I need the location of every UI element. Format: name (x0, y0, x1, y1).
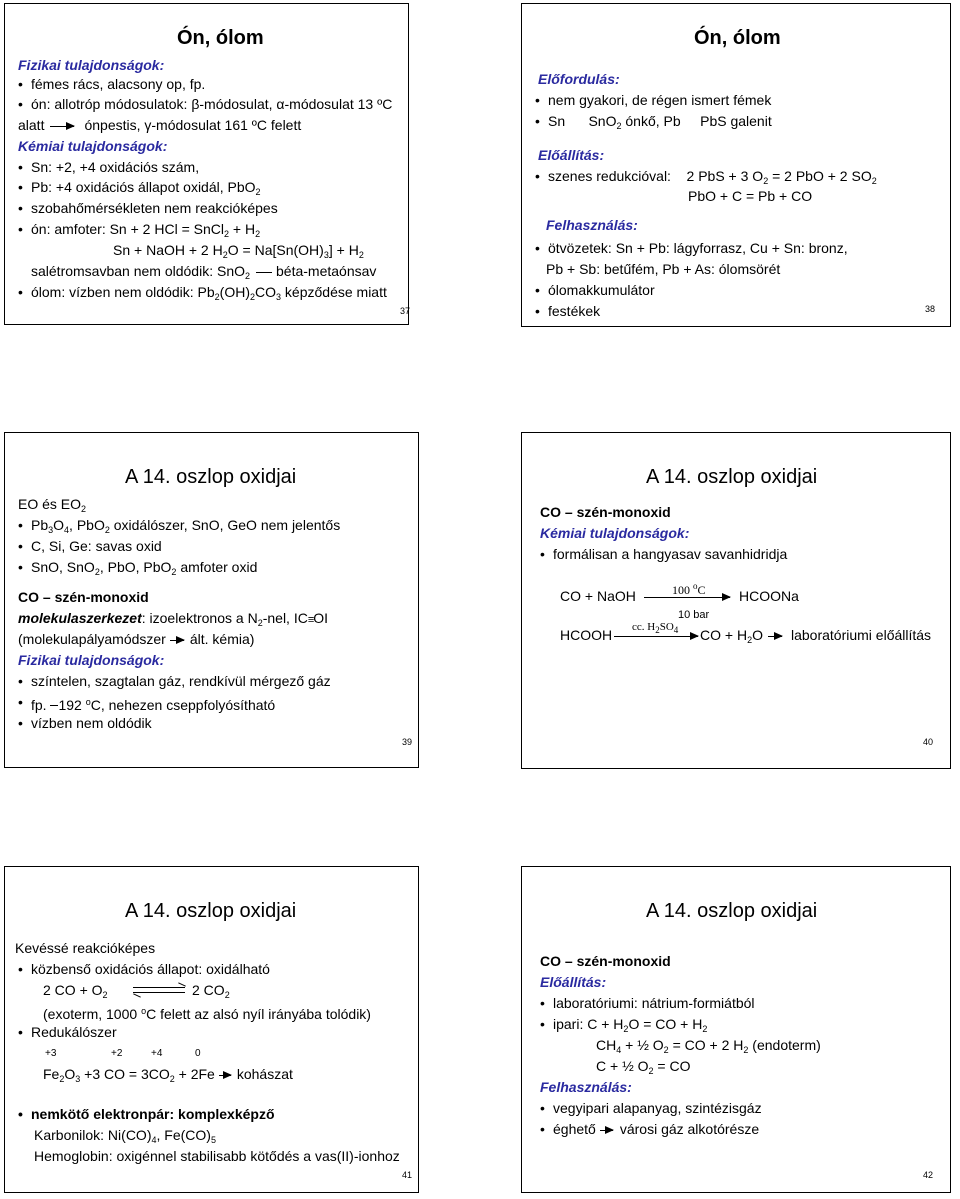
page-number: 41 (402, 1170, 413, 1180)
arrow-head (133, 993, 141, 997)
slide-37 (4, 3, 409, 325)
page-number: 37 (400, 306, 411, 316)
list-item: • fémes rács, alacsony op, fp. (31, 76, 205, 92)
list-item: (molekulapályamódszer ált. kémia) (18, 631, 255, 647)
list-item: Hemoglobin: oxigénnel stabilisabb kötődés a vas(II)-ionhoz (34, 1148, 400, 1164)
list-item: salétromsavban nem oldódik: SnO$_2$ béta-metaónsav (31, 263, 377, 281)
slide-title: A 14. oszlop oxidjai (646, 900, 818, 922)
list-item: • ón: allotróp módosulatok: β-módosulat, α-módosulat 13 ºC (31, 96, 392, 112)
slide-title: Ón, ólom (177, 27, 264, 49)
list-item: • vízben nem oldódik (31, 715, 152, 731)
list-item: Pb + Sb: betűfém, Pb + As: ólomsörét (546, 261, 781, 277)
reaction-condition: 10 bar (678, 609, 710, 621)
list-item: • szobahőmérsékleten nem reakcióképes (31, 200, 278, 216)
reaction-2: HCOOH (560, 627, 613, 643)
list-item: • közbenső oxidációs állapot: oxidálható (31, 961, 270, 977)
heading-physical: Fizikai tulajdonságok: (18, 652, 165, 668)
reaction-condition: cc. $H_2SO_4$ (632, 621, 679, 635)
arrow-head (178, 982, 186, 986)
slide-title: A 14. oszlop oxidjai (125, 900, 297, 922)
list-item: alatt ónpestis, γ-módosulat 161 ºC felett (18, 117, 302, 133)
list-item: (exoterm, 1000 $^o$C felett az alsó nyíl irányába tolódik) (43, 1006, 371, 1022)
equation: C + ½ $O_2$ = CO (596, 1058, 691, 1076)
list-item: • ólom: vízben nem oldódik: $Pb_2(OH)_2CO_3$ képződése miatt (31, 284, 387, 305)
slide-title: Ón, ólom (694, 27, 781, 49)
slide-40 (521, 432, 951, 769)
page-number: 40 (923, 737, 934, 747)
equilibrium-arrow (133, 987, 185, 988)
list-item: • éghető városi gáz alkotórésze (553, 1121, 759, 1137)
reaction-condition: 100 $^o$C (672, 581, 706, 597)
list-item: • laboratóriumi: nátrium-formiátból (553, 995, 755, 1011)
list-item: • $Pb_3O_4$, PbO$_2$ oxidálószer, SnO, GeO nem jelentős (31, 517, 340, 538)
heading-usage: Felhasználás: (540, 1079, 632, 1095)
slide-title: A 14. oszlop oxidjai (125, 466, 297, 488)
equilibrium-arrow (133, 992, 185, 993)
heading-eo: EO és $EO_2$ (18, 496, 87, 514)
list-item: • Sn: +2, +4 oxidációs szám, (31, 159, 199, 175)
list-item: • színtelen, szagtalan gáz, rendkívül mérgező gáz (31, 673, 331, 689)
reaction-1-product: HCOONa (739, 588, 799, 604)
list-item: • Redukálószer (31, 1024, 117, 1040)
oxidation-state: +3 (45, 1048, 57, 1059)
list-item: • SnO, SnO$_2$, PbO, PbO$_2$ amfoter oxid (31, 559, 257, 580)
slide-42 (521, 866, 951, 1193)
list-item: • ólomakkumulátor (548, 282, 655, 298)
equation: PbO + C = Pb + CO (688, 188, 813, 204)
heading-chemical: Kémiai tulajdonságok: (18, 138, 168, 154)
list-item: • ipari: $C + H_2O$ = CO + $H_2$ (553, 1016, 707, 1037)
heading-preparation: Előállítás: (538, 147, 605, 163)
oxidation-state: +2 (111, 1048, 123, 1059)
equilibrium-product: 2 $CO_2$ (192, 982, 230, 1000)
list-item: • vegyipari alapanyag, szintézisgáz (553, 1100, 762, 1116)
slide-39 (4, 432, 419, 768)
list-item: • festékek (548, 303, 600, 319)
equilibrium: 2 CO + $O_2$ (43, 982, 108, 1000)
list-item: • Sn SnO$_2$ ónkő, Pb PbS galenit (548, 113, 772, 134)
oxidation-state: +4 (151, 1048, 163, 1059)
list-item: • nemkötő elektronpár: komplexképző (31, 1106, 275, 1122)
slide-38 (521, 3, 951, 327)
heading-co: CO – szén-monoxid (540, 953, 671, 969)
list-item: Kevéssé reakcióképes (15, 940, 156, 956)
heading-co: CO – szén-monoxid (540, 504, 671, 520)
reaction-2-product: CO + $H_2O$ laboratóriumi előállítás (700, 627, 932, 645)
list-item: • nem gyakori, de régen ismert fémek (548, 92, 771, 108)
list-item: • szenes redukcióval: 2 PbS + 3 $O_2 = 2$ PbO + 2 $SO_2$ (548, 168, 877, 189)
list-item: • formálisan a hangyasav savanhidridja (553, 546, 787, 562)
heading-chemical: Kémiai tulajdonságok: (540, 525, 690, 541)
list-item: • Pb: +4 oxidációs állapot oxidál, PbO$_2$ (31, 179, 261, 200)
page-number: 38 (925, 304, 936, 314)
list-item: • fp. 192 $^o$C, nehezen cseppfolyósítható (31, 694, 275, 713)
reaction-arrow (614, 636, 698, 637)
heading-physical: Fizikai tulajdonságok: (18, 57, 165, 73)
list-item: molekulaszerkezet: izoelektronos a $N_2$-nel, IC≡OI (18, 610, 329, 628)
list-item: • ötvözetek: Sn + Pb: lágyforrasz, Cu + Sn: bronz, (548, 240, 848, 256)
list-item: • ón: amfoter: Sn + 2 HCl = SnCl$_2$ + $H_2$ (31, 221, 260, 242)
slide-title: A 14. oszlop oxidjai (646, 466, 818, 488)
list-item: • C, Si, Ge: savas oxid (31, 538, 162, 554)
heading-usage: Felhasználás: (546, 217, 638, 233)
equation: $CH_4$ + ½ $O_2$ = CO + 2 $H_2$ (endoterm) (596, 1037, 821, 1055)
slide-41 (4, 866, 419, 1193)
equation: Sn + NaOH + 2 $H_2O = Na[Sn(OH)_3] + H_2$ (113, 242, 364, 260)
reaction-arrow (644, 597, 730, 598)
page-number: 39 (402, 737, 413, 747)
heading-preparation: Előállítás: (540, 974, 607, 990)
reaction-1: CO + NaOH (560, 588, 636, 604)
heading-co: CO – szén-monoxid (18, 589, 149, 605)
page-number: 42 (923, 1170, 934, 1180)
list-item: Karbonilok: $Ni(CO)_4$, $Fe(CO)_5$ (34, 1127, 216, 1145)
oxidation-state: 0 (195, 1048, 201, 1059)
equation: $Fe_2O_3 +3$ CO = $3CO_2 + 2Fe$ kohászat (43, 1066, 293, 1084)
heading-occurrence: Előfordulás: (538, 71, 620, 87)
